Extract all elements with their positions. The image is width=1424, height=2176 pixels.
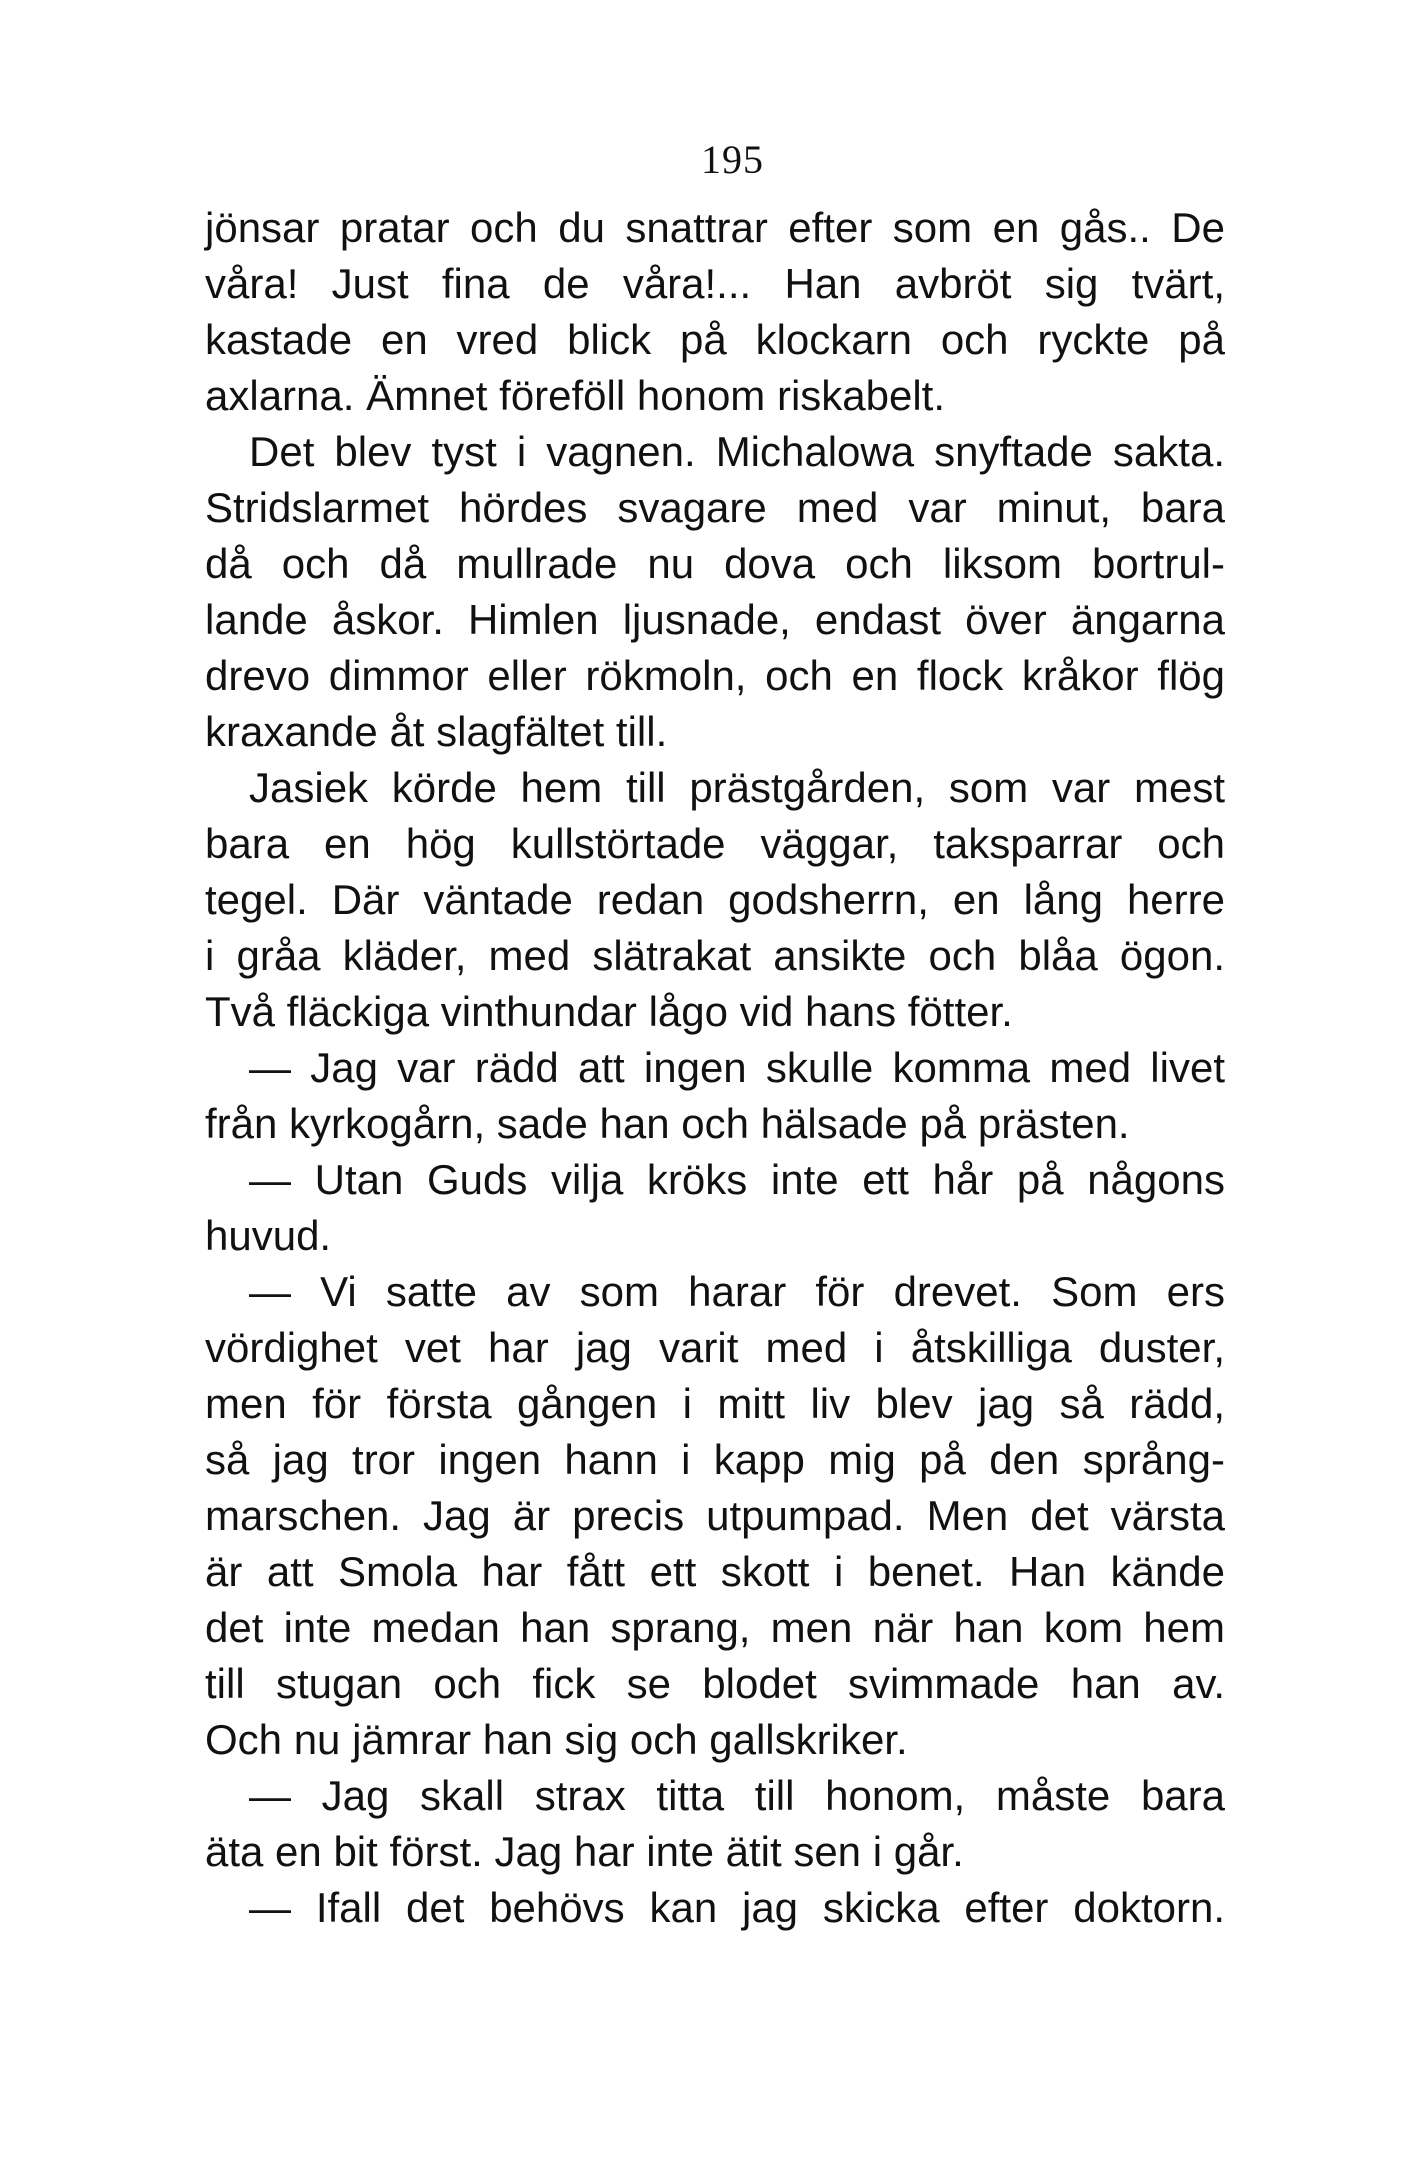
text-line: Jasiek körde hem till prästgården, som var mest (249, 764, 1225, 811)
text-line: — Vi satte av som harar för drevet. Som ers (249, 1268, 1225, 1315)
text-line: jönsar pratar och du snattrar efter som en gås.. De (205, 204, 1225, 251)
text-line: äta en bit först. Jag har inte ätit sen i går. (205, 1828, 964, 1875)
text-line: det inte medan han sprang, men när han kom hem (205, 1604, 1225, 1651)
text-line: Stridslarmet hördes svagare med var minut, bara (205, 484, 1225, 531)
text-line: Och nu jämrar han sig och gallskriker. (205, 1716, 908, 1763)
text-line: i gråa kläder, med slätrakat ansikte och blåa ögon. (205, 932, 1225, 979)
text-line: är att Smola har fått ett skott i benet. Han kände (205, 1548, 1225, 1595)
text-line: — Ifall det behövs kan jag skicka efter doktorn. (249, 1884, 1225, 1931)
text-line: vördighet vet har jag varit med i åtskilliga duster, (205, 1324, 1225, 1371)
text-line: men för första gången i mitt liv blev jag så rädd, (205, 1380, 1225, 1427)
text-line: — Utan Guds vilja kröks inte ett hår på någons (249, 1156, 1225, 1203)
text-line: våra! Just fina de våra!... Han avbröt sig tvärt, (205, 260, 1225, 307)
text-line: Det blev tyst i vagnen. Michalowa snyftade sakta. (249, 428, 1225, 475)
text-line: — Jag var rädd att ingen skulle komma med livet (249, 1044, 1225, 1091)
text-line: tegel. Där väntade redan godsherrn, en lång herre (205, 876, 1225, 923)
text-line: marschen. Jag är precis utpumpad. Men det värsta (205, 1492, 1225, 1539)
text-line: — Jag skall strax titta till honom, måste bara (249, 1772, 1225, 1819)
text-line: kraxande åt slagfältet till. (205, 708, 668, 755)
text-line: så jag tror ingen hann i kapp mig på den språng- (205, 1436, 1225, 1483)
text-line: axlarna. Ämnet föreföll honom riskabelt. (205, 372, 946, 419)
text-line: huvud. (205, 1212, 332, 1259)
page-number: 195 (701, 137, 764, 182)
book-page (205, 137, 1225, 1936)
text-line: från kyrkogårn, sade han och hälsade på prästen. (205, 1100, 1130, 1147)
text-line: till stugan och fick se blodet svimmade han av. (205, 1660, 1225, 1707)
text-line: då och då mullrade nu dova och liksom bortrul- (205, 540, 1225, 587)
text-line: kastade en vred blick på klockarn och ryckte på (205, 316, 1225, 363)
text-line: drevo dimmor eller rökmoln, och en flock kråkor flög (205, 652, 1225, 699)
body-text (205, 200, 1225, 1936)
text-line: Två fläckiga vinthundar lågo vid hans fötter. (205, 988, 1013, 1035)
text-line: bara en hög kullstörtade väggar, taksparrar och (205, 820, 1225, 867)
text-line: lande åskor. Himlen ljusnade, endast över ängarna (205, 596, 1225, 643)
